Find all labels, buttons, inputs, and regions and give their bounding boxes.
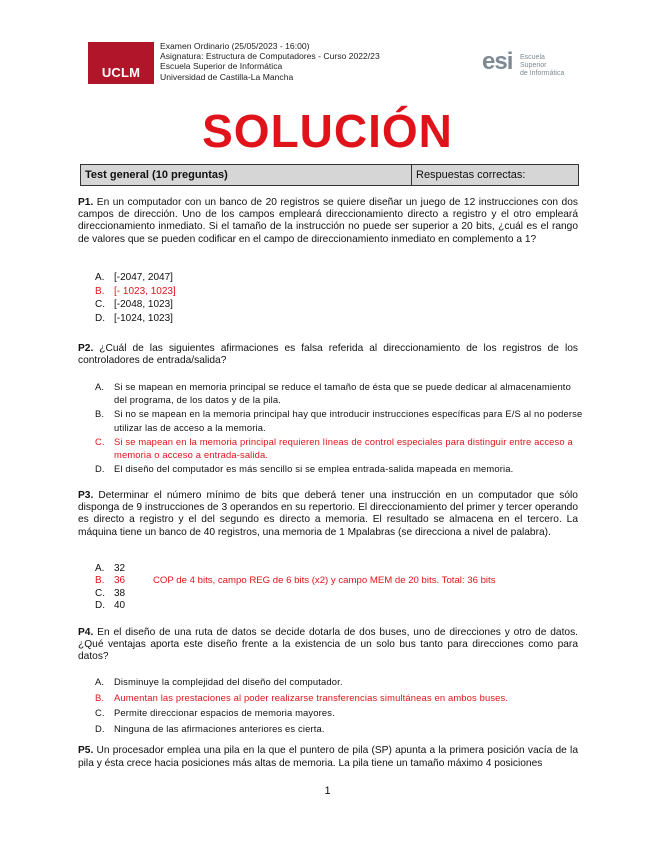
option-correct [95,285,585,299]
option-letter: A. [95,676,105,687]
option [95,563,585,575]
test-label: Test general (10 preguntas) [81,165,412,185]
option-letter: C. [95,299,105,311]
question-number: P3. [78,490,94,501]
option-letter: A. [95,272,105,283]
question-text: ¿Cuál de las siguientes afirmaciones es falsa referida al direccionamiento de los registros de los controladores de entrada/salida? [78,343,578,367]
uclm-logo-text: UCLM [101,65,141,80]
question-p2 [78,343,578,367]
option [95,271,585,285]
question-text: Determinar el número mínimo de bits que deberá tener una instrucción en un computador que sólo disponga de 9 instrucciones de 3 operandos en su repertorio. El direccionamiento del primer y tercer operando es directo a registro y el del segundo es directo a memoria. El resultado se almacena en el tercero. La máquina tiene un banco de 40 registros, una memoria de 1 Mpalabras (se direcciona a nivel de palabra). [78,490,578,538]
option-letter: B. [95,575,105,587]
option-text: Si se mapean en la memoria principal requieren líneas de control especiales para distinguir entre acceso a memoria o acceso a entrada-salida. [114,435,573,461]
option-letter: D. [95,463,105,475]
option-text: [-2047, 2047] [114,272,173,283]
question-number: P5. [78,745,94,756]
header-line: Examen Ordinario (25/05/2023 - 16:00) [160,41,310,51]
header-line: Asignatura: Estructura de Computadores - Curso 2022/23 [160,51,380,62]
option [95,407,585,433]
option-text: Aumentan las prestaciones al poder realizarse transferencias simultáneas en ambos buses. [114,691,509,703]
option-text: 40 [114,600,126,612]
option-letter: A. [95,381,105,392]
option [95,298,585,312]
exam-header [160,41,380,82]
option-text: 36 [114,575,126,587]
esi-logo-mark: esi [482,48,513,75]
option-letter: D. [95,312,105,324]
option [95,588,585,600]
option-text: Disminuye la complejidad del diseño del computador. [114,676,343,687]
esi-logo [482,46,574,82]
option-text: [- 1023, 1023] [114,285,176,297]
correct-answers-label: Respuestas correctas: [416,169,526,181]
option [95,380,585,406]
option [95,675,585,690]
options-p1 [95,271,585,325]
answers-table [80,164,579,186]
option-text: Permite direccionar espacios de memoria mayores. [114,707,335,719]
options-p2 [95,380,585,476]
page-title: SOLUCIÓN [202,105,453,157]
option-text: [-2048, 1023] [114,299,173,311]
uclm-logo [88,42,154,84]
option-text: Si se mapean en memoria principal se reduce el tamaño de ésta que se puede dedicar al almacenamiento del programa, de los datos y de la pila. [114,381,571,406]
question-p5 [78,744,578,770]
option [95,722,585,737]
option-letter: C. [95,707,105,719]
option-letter: A. [95,563,105,574]
question-text: En un computador con un banco de 20 registros se quiere diseñar un juego de 12 instrucciones con dos campos de dirección. Uno de los campos empleará direccionamiento directo a registro y el otro empleará direccionamiento inmediato. Si el tamaño de la instrucción no puede ser superior a 20 bits, ¿cuál es el rango de valores que se pueden codificar en el campo de direccionamiento inmediato en complemento a 1? [78,197,578,245]
question-text: En el diseño de una ruta de datos se decide dotarla de dos buses, uno de direcciones y otro de datos. ¿Qué ventajas aporta este diseño frente a la existencia de un solo bus tanto para direcciones como para datos? [78,627,578,663]
header-line: Escuela Superior de Informática [160,61,283,72]
option-correct [95,435,585,461]
esi-line: Escuela [520,54,545,61]
question-number: P1. [78,197,94,208]
option-letter: B. [95,691,105,703]
question-number: P2. [78,343,94,354]
option-letter: D. [95,722,105,734]
question-p1 [78,197,578,246]
question-p4 [78,627,578,664]
option [95,462,585,475]
option-correct [95,575,585,587]
option-letter: C. [95,435,105,447]
option-correct [95,691,585,706]
option-letter: D. [95,600,105,612]
option-text: 32 [114,563,126,574]
page-number: 1 [324,785,331,797]
esi-line: de Informática [520,70,565,77]
esi-logo-text [520,54,564,78]
header-line: Universidad de Castilla-La Mancha [160,71,294,82]
option-text: 38 [114,587,126,599]
question-number: P4. [78,627,94,638]
options-p3 [95,563,585,613]
option-text: El diseño del computador es más sencillo si se emplea entrada-salida mapeada en memoria. [114,463,514,475]
option-letter: C. [95,587,105,599]
option-letter: B. [95,408,105,420]
option-letter: B. [95,285,105,297]
option [95,600,585,612]
option-text: [-1024, 1023] [114,312,173,324]
question-text: Un procesador emplea una pila en la que el puntero de pila (SP) apunta a la primera posición vacía de la pila y ésta crece hacia posiciones más altas de memoria. La pila tiene un tamaño máximo 4 posiciones [78,745,578,769]
esi-line: Superior [520,62,547,69]
solution-note: COP de 4 bits, campo REG de 6 bits (x2) y campo MEM de 20 bits. Total: 36 bits [153,575,496,587]
options-p4 [95,675,585,737]
question-p3 [78,490,578,539]
option-text: Ninguna de las afirmaciones anteriores es cierta. [114,722,325,734]
option [95,706,585,721]
option-text: Si no se mapean en la memoria principal hay que introducir instrucciones específicas para E/S al no poderse utilizar las de acceso a la memoria. [114,408,583,433]
option [95,312,585,326]
